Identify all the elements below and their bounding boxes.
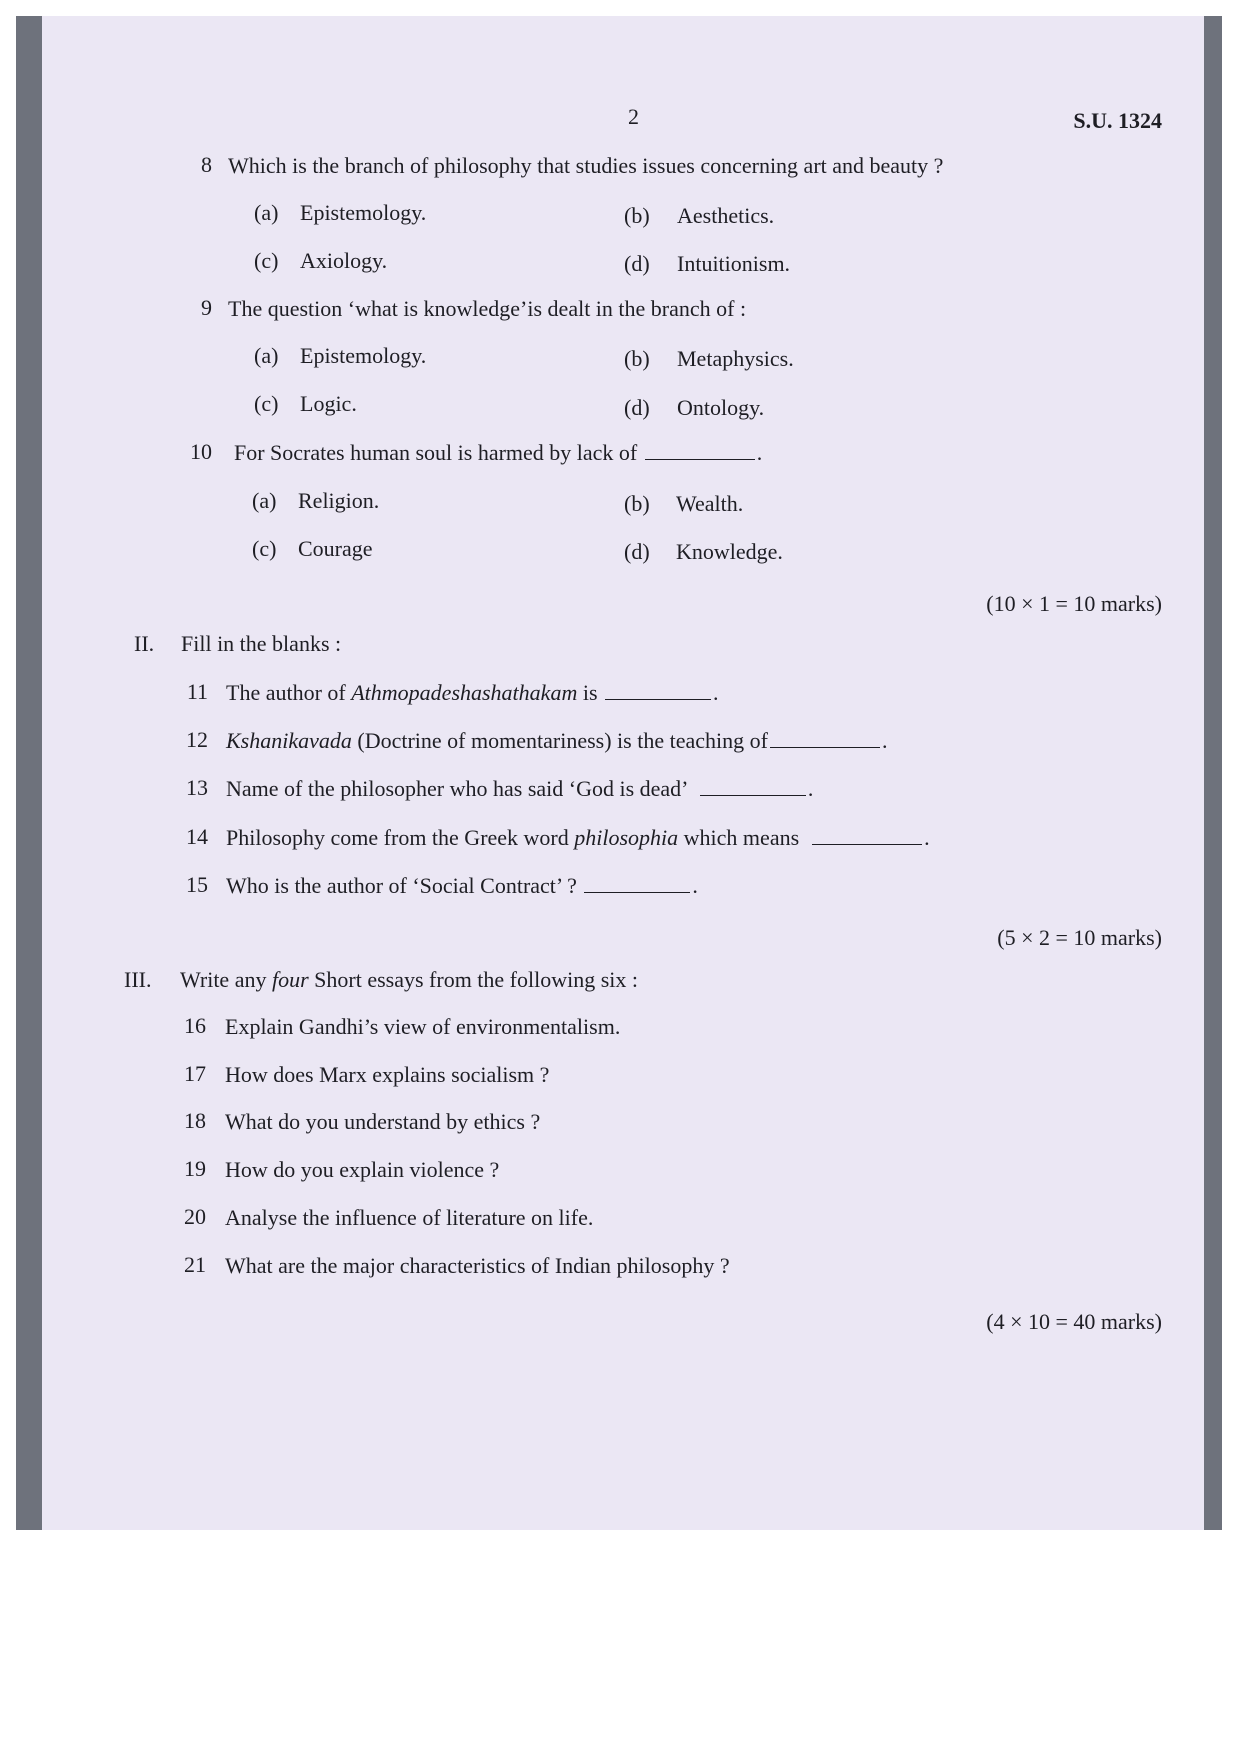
option-label: (c) [252,536,277,561]
answer-blank [584,892,690,893]
question-text: The author of Athmopadeshashathakam is . [226,680,719,705]
option-text: Epistemology. [300,200,427,225]
option-label: (a) [254,343,279,368]
question-text: What do you understand by ethics ? [225,1109,541,1134]
answer-blank [645,459,755,460]
question-text: For Socrates human soul is harmed by lack of . [234,440,763,465]
option-label: (c) [254,391,279,416]
option-text: Aesthetics. [677,203,775,228]
question-number: 10 [190,439,212,464]
question-number: 9 [201,295,212,320]
option-text: Intuitionism. [677,251,791,276]
option-text: Epistemology. [300,343,427,368]
paper-code: S.U. 1324 [1073,108,1162,133]
question-text: Explain Gandhi’s view of environmentalism. [225,1014,621,1039]
question-number: 11 [186,679,208,704]
question-text: Which is the branch of philosophy that studies issues concerning art and beauty ? [228,153,944,178]
question-number: 16 [184,1013,206,1038]
question-number: 17 [184,1061,206,1086]
question-text: Kshanikavada (Doctrine of momentariness) is the teaching of . [226,728,888,753]
question-text: Name of the philosopher who has said ‘God is dead’ . [226,776,814,801]
question-text: How do you explain violence ? [225,1157,500,1182]
question-number: 13 [186,775,208,800]
option-label: (c) [254,248,279,273]
answer-blank [770,747,880,748]
option-text: Wealth. [676,491,744,516]
question-number: 20 [184,1204,206,1229]
question-number: 19 [184,1156,206,1181]
question-text: What are the major characteristics of Indian philosophy ? [225,1253,730,1278]
question-number: 8 [201,152,212,177]
question-number: 14 [186,824,208,849]
exam-paper-sheet [42,16,1204,1530]
option-text: Metaphysics. [677,346,794,371]
option-label: (d) [624,539,650,564]
section-numeral: II. [134,631,155,656]
option-text: Knowledge. [676,539,783,564]
question-number: 15 [186,872,208,897]
question-text: Philosophy come from the Greek word philosophia which means . [226,825,930,850]
question-number: 21 [184,1252,206,1277]
answer-blank [700,795,806,796]
question-text: How does Marx explains socialism ? [225,1062,550,1087]
scanned-page-border [16,16,1222,1530]
question-text: Analyse the influence of literature on life. [225,1205,594,1230]
option-label: (d) [624,251,650,276]
question-text: Who is the author of ‘Social Contract’ ? . [226,873,698,898]
option-label: (b) [624,491,650,516]
option-text: Axiology. [300,248,388,273]
option-text: Religion. [298,488,380,513]
section-marks: (4 × 10 = 40 marks) [986,1309,1162,1334]
page-number: 2 [628,104,639,129]
question-number: 18 [184,1108,206,1133]
option-text: Ontology. [677,395,765,420]
section-heading: Write any four Short essays from the following six : [180,967,639,992]
section-numeral: III. [124,967,152,992]
section-heading: Fill in the blanks : [181,631,342,656]
option-label: (a) [254,200,279,225]
option-label: (a) [252,488,277,513]
answer-blank [605,699,711,700]
option-text: Logic. [300,391,357,416]
option-label: (d) [624,395,650,420]
question-text: The question ‘what is knowledge’is dealt in the branch of : [228,296,747,321]
option-text: Courage [298,536,373,561]
section-marks: (5 × 2 = 10 marks) [997,925,1162,950]
question-number: 12 [186,727,208,752]
section-marks: (10 × 1 = 10 marks) [986,591,1162,616]
option-label: (b) [624,203,650,228]
answer-blank [812,844,922,845]
option-label: (b) [624,346,650,371]
